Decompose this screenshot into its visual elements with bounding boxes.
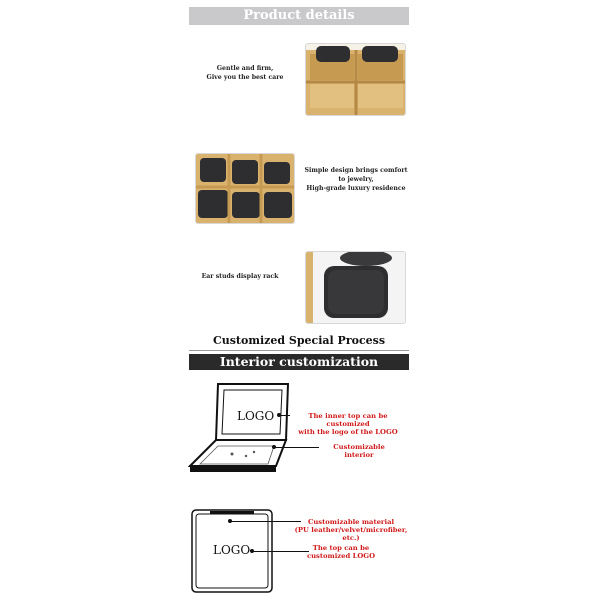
logo-top: LOGO <box>213 543 251 557</box>
caption-line: Simple design brings comfort <box>304 167 408 174</box>
open-box-diagram <box>188 382 290 474</box>
caption-line: High-grade luxury residence <box>306 185 406 192</box>
section-heading: Customized Special Process <box>212 334 386 347</box>
pointer-line <box>275 447 319 448</box>
annotation-line: (PU leather/velvet/microfiber, etc.) <box>294 526 408 542</box>
annotation-top-logo <box>305 544 377 560</box>
pointer-line <box>231 521 301 522</box>
product-details-banner: Product details <box>189 7 409 25</box>
single-cushion-illustration <box>306 252 405 323</box>
section-divider <box>189 350 409 351</box>
product-photo-wooden-tray-corner <box>305 43 406 116</box>
caption-ear-studs <box>200 272 280 281</box>
product-photo-cushion-tray <box>195 153 295 224</box>
pointer-line <box>253 551 309 552</box>
annotation-line: The inner top can be customized <box>308 412 388 428</box>
annotation-interior: Customizable interior <box>333 443 385 459</box>
caption-simple-design <box>300 166 412 193</box>
interior-customization-banner: Interior customization <box>189 354 409 370</box>
caption-gentle <box>200 64 290 82</box>
caption-line: to jewelry, <box>338 176 374 183</box>
product-photo-single-cushion <box>305 251 406 324</box>
wooden-tray-corner-illustration <box>306 44 405 115</box>
annotation-line: Customizable material <box>307 518 395 526</box>
annotation-line: customized LOGO <box>306 552 376 560</box>
cushion-tray-illustration <box>196 154 294 223</box>
annotation-line: The top can be <box>312 544 370 552</box>
annotation-material <box>293 518 409 542</box>
annotation-line: with the logo of the LOGO <box>298 428 398 436</box>
annotation-inner-top <box>287 412 409 436</box>
caption-line: Gentle and firm, <box>216 65 274 72</box>
caption-line: Ear studs display rack <box>201 273 279 280</box>
logo-inner-top: LOGO <box>237 409 275 423</box>
caption-line: Give you the best care <box>206 74 284 81</box>
